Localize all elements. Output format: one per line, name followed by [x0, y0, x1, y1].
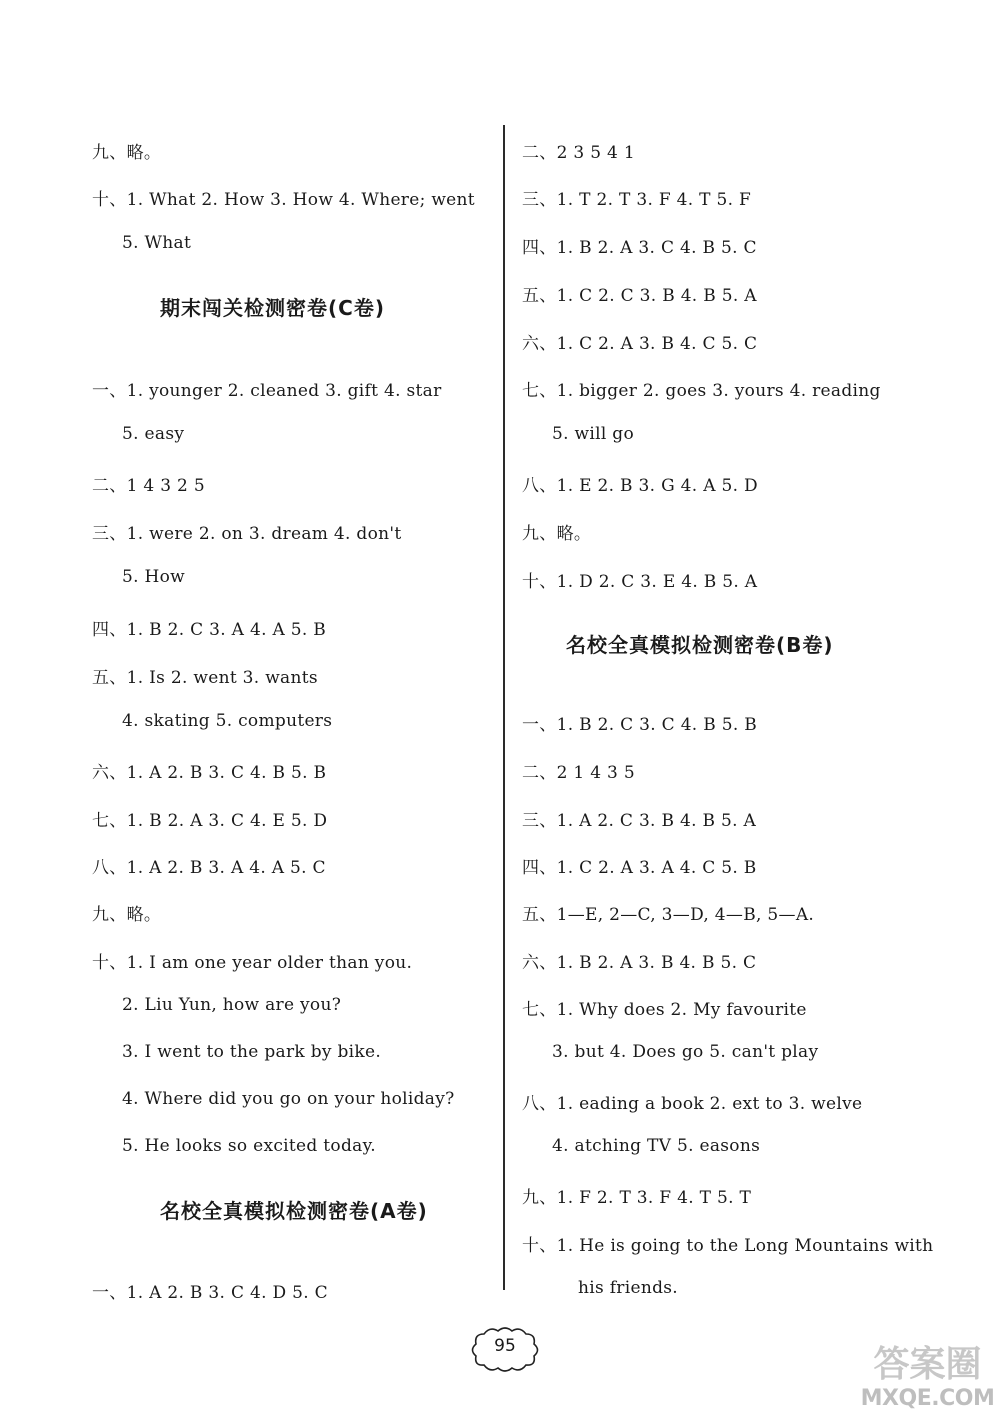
answer-line: 一、1. B 2. C 3. C 4. B 5. B — [522, 715, 758, 735]
answer-line: 六、1. A 2. B 3. C 4. B 5. B — [92, 763, 327, 783]
answer-line: 三、1. were 2. on 3. dream 4. don't — [92, 524, 402, 544]
answer-line: 六、1. B 2. A 3. B 4. B 5. C — [522, 953, 757, 973]
answer-line: 5. will go — [552, 424, 635, 444]
answer-line: 四、1. B 2. A 3. C 4. B 5. C — [522, 238, 757, 258]
answer-line: 十、1. What 2. How 3. How 4. Where; went — [92, 190, 475, 210]
answer-line: 十、1. I am one year older than you. — [92, 953, 413, 973]
page-number: 95 — [494, 1336, 516, 1356]
answer-line: 五、1—E, 2—C, 3—D, 4—B, 5—A. — [522, 905, 815, 925]
answer-line: 八、1. eading a book 2. ext to 3. welve — [522, 1094, 863, 1114]
column-divider — [503, 125, 505, 1290]
page-number-badge — [470, 1326, 540, 1372]
section-heading: 期末闯关检测密卷(C卷) — [160, 296, 385, 320]
watermark-logo — [860, 1330, 995, 1420]
answer-line: 三、1. A 2. C 3. B 4. B 5. A — [522, 811, 757, 831]
answer-line: 4. skating 5. computers — [122, 711, 333, 731]
answer-line: 5. What — [122, 233, 192, 253]
answer-line: 5. easy — [122, 424, 185, 444]
answer-line: 六、1. C 2. A 3. B 4. C 5. C — [522, 334, 758, 354]
answer-line: 二、2 3 5 4 1 — [522, 143, 635, 163]
answer-line: his friends. — [578, 1278, 678, 1298]
answer-line: 九、略。 — [92, 143, 162, 163]
answer-line: 十、1. He is going to the Long Mountains with — [522, 1236, 934, 1256]
answer-line: 八、1. E 2. B 3. G 4. A 5. D — [522, 476, 758, 496]
answer-line: 七、1. Why does 2. My favourite — [522, 1000, 807, 1020]
watermark-url: MXQE.COM — [860, 1386, 995, 1411]
answer-line: 四、1. C 2. A 3. A 4. C 5. B — [522, 858, 757, 878]
answer-line: 五、1. C 2. C 3. B 4. B 5. A — [522, 286, 757, 306]
answer-line: 九、1. F 2. T 3. F 4. T 5. T — [522, 1188, 752, 1208]
answer-line: 九、略。 — [92, 905, 162, 925]
answer-line: 四、1. B 2. C 3. A 4. A 5. B — [92, 620, 327, 640]
answer-line: 3. I went to the park by bike. — [122, 1042, 382, 1062]
answer-line: 三、1. T 2. T 3. F 4. T 5. F — [522, 190, 752, 210]
answer-line: 九、略。 — [522, 524, 592, 544]
answer-line: 七、1. B 2. A 3. C 4. E 5. D — [92, 811, 328, 831]
answer-line: 4. Where did you go on your holiday? — [122, 1089, 455, 1109]
section-heading: 名校全真模拟检测密卷(B卷) — [566, 633, 834, 657]
watermark-cn: 答案圈 — [873, 1344, 982, 1385]
answer-line: 二、2 1 4 3 5 — [522, 763, 635, 783]
answer-line: 八、1. A 2. B 3. A 4. A 5. C — [92, 858, 326, 878]
answer-line: 七、1. bigger 2. goes 3. yours 4. reading — [522, 381, 881, 401]
answer-line: 五、1. Is 2. went 3. wants — [92, 668, 318, 688]
answer-line: 5. How — [122, 567, 186, 587]
answer-line: 一、1. younger 2. cleaned 3. gift 4. star — [92, 381, 442, 401]
answer-line: 2. Liu Yun, how are you? — [122, 995, 342, 1015]
answer-line: 一、1. A 2. B 3. C 4. D 5. C — [92, 1283, 328, 1303]
section-heading: 名校全真模拟检测密卷(A卷) — [160, 1199, 428, 1223]
answer-line: 5. He looks so excited today. — [122, 1136, 376, 1156]
answer-line: 十、1. D 2. C 3. E 4. B 5. A — [522, 572, 758, 592]
answer-line: 3. but 4. Does go 5. can't play — [552, 1042, 819, 1062]
answer-line: 二、1 4 3 2 5 — [92, 476, 205, 496]
answer-line: 4. atching TV 5. easons — [552, 1136, 761, 1156]
